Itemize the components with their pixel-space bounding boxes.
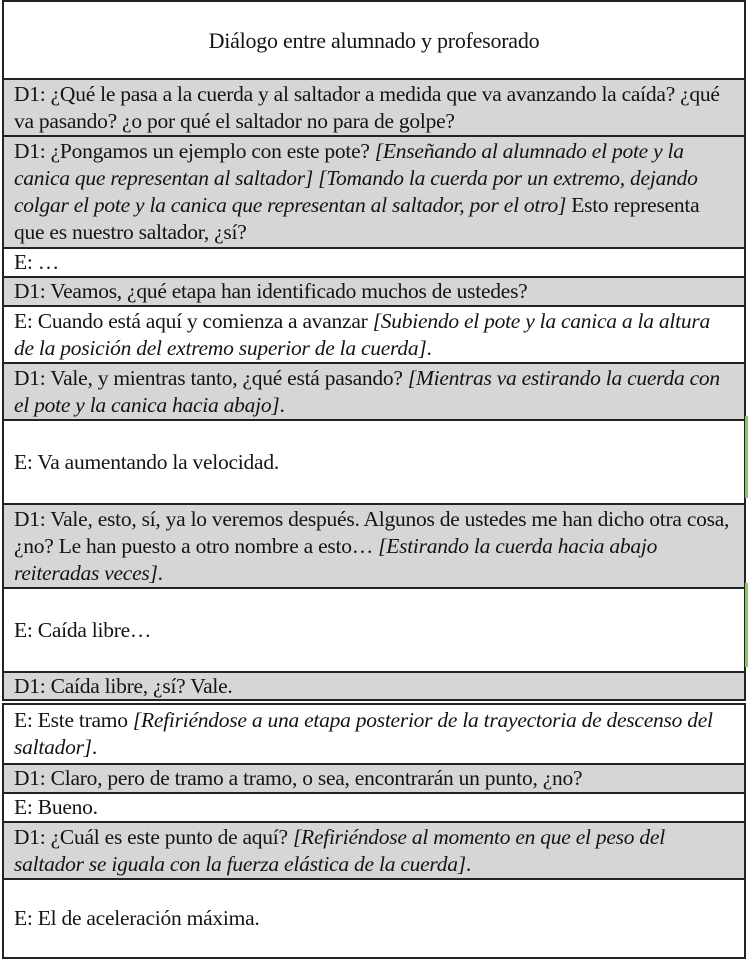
speech-text: D1: Vale, esto, sí, ya lo veremos después. Algunos de ustedes me han dicho otra cosa, ¿no? Le han puesto a otro nombre a esto…	[14, 506, 730, 558]
dialogue-text	[14, 81, 734, 135]
stage-direction: [Estirando la cuerda hacia abajo reiteradas veces]	[14, 533, 658, 585]
speech-text: .	[157, 560, 163, 585]
dialogue-row	[4, 878, 744, 957]
dialogue-row	[4, 671, 744, 699]
dialogue-text	[14, 249, 734, 276]
speech-text: .	[465, 851, 471, 876]
dialogue-text	[14, 673, 734, 700]
dialogue-row	[4, 78, 744, 135]
dialogue-row	[4, 763, 744, 792]
speech-text: .	[91, 735, 97, 759]
dialogue-text	[14, 308, 734, 362]
stage-direction: [Mientras va estirando la cuerda con el pote y la canica hacia abajo]	[14, 365, 720, 417]
speech-text: E: Cuando está aquí y comienza a avanzar	[14, 308, 373, 333]
table-title: Diálogo entre alumnado y profesorado	[208, 27, 540, 53]
stage-direction: [Refiriéndose a una etapa posterior de la trayectoria de descenso del saltador]	[14, 708, 713, 759]
speech-text: E: Caída libre…	[14, 617, 152, 642]
dialogue-row	[4, 705, 744, 763]
speech-text: D1: ¿Qué le pasa a la cuerda y al saltador a medida que va avanzando la caída? ¿qué va pasando? ¿o por qué el saltador no para de golpe?	[14, 81, 720, 133]
stage-direction: [Refiriéndose al momento en que el peso del saltador se iguala con la fuerza elástica de la cuerda]	[14, 824, 665, 876]
dialogue-text	[14, 138, 734, 246]
dialogue-row	[4, 503, 744, 587]
dialogue-row	[4, 792, 744, 821]
dialogue-text	[14, 824, 734, 878]
speech-text: E: El de aceleración máxima.	[14, 906, 260, 930]
dialogue-text	[14, 794, 734, 821]
dialogue-row	[4, 305, 744, 362]
dialogue-text	[14, 506, 734, 587]
dialogue-row	[4, 276, 744, 305]
dialogue-text	[14, 707, 734, 761]
dialogue-row	[4, 247, 744, 276]
speech-text: D1: Claro, pero de tramo a tramo, o sea, encontrarán un punto, ¿no?	[14, 766, 583, 790]
dialogue-text	[14, 449, 734, 476]
dialogue-row	[4, 821, 744, 878]
dialogue-table-part-1	[2, 0, 746, 701]
dialogue-text	[14, 905, 734, 932]
stage-direction: [Enseñando al alumnado el pote y la canica que representan al saltador] [Tomando la cuerda por un extremo, dejando colgar el pote y la canica que representan al saltador, por el otro]	[14, 139, 698, 217]
dialogue-row	[4, 419, 744, 503]
speech-text: D1: Veamos, ¿qué etapa han identificado muchos de ustedes?	[14, 279, 528, 303]
dialogue-row	[4, 135, 744, 247]
speech-text: E: …	[14, 250, 59, 274]
dialogue-text	[14, 278, 734, 305]
table-header	[4, 2, 744, 78]
dialogue-text	[14, 765, 734, 792]
speech-text: .	[279, 392, 285, 417]
dialogue-row	[4, 362, 744, 419]
dialogue-row	[4, 587, 744, 671]
speech-text: E: Bueno.	[14, 795, 98, 819]
speech-text: D1: ¿Pongamos un ejemplo con este pote?	[14, 139, 375, 163]
speech-text: .	[426, 335, 432, 360]
stage-direction: [Subiendo el pote y la canica a la altura de la posición del extremo superior de la cuerda]	[14, 308, 710, 360]
dialogue-text	[14, 365, 734, 419]
dialogue-table-part-2	[2, 703, 746, 959]
speech-text: E: Va aumentando la velocidad.	[14, 449, 279, 474]
speech-text: D1: Vale, y mientras tanto, ¿qué está pasando?	[14, 365, 408, 390]
speech-text: D1: Caída libre, ¿sí? Vale.	[14, 673, 233, 698]
speech-text: E: Este tramo	[14, 708, 133, 732]
speech-text: D1: ¿Cuál es este punto de aquí?	[14, 824, 293, 849]
speech-text: Esto representa que es nuestro saltador, ¿sí?	[14, 193, 700, 244]
dialogue-text	[14, 617, 734, 644]
